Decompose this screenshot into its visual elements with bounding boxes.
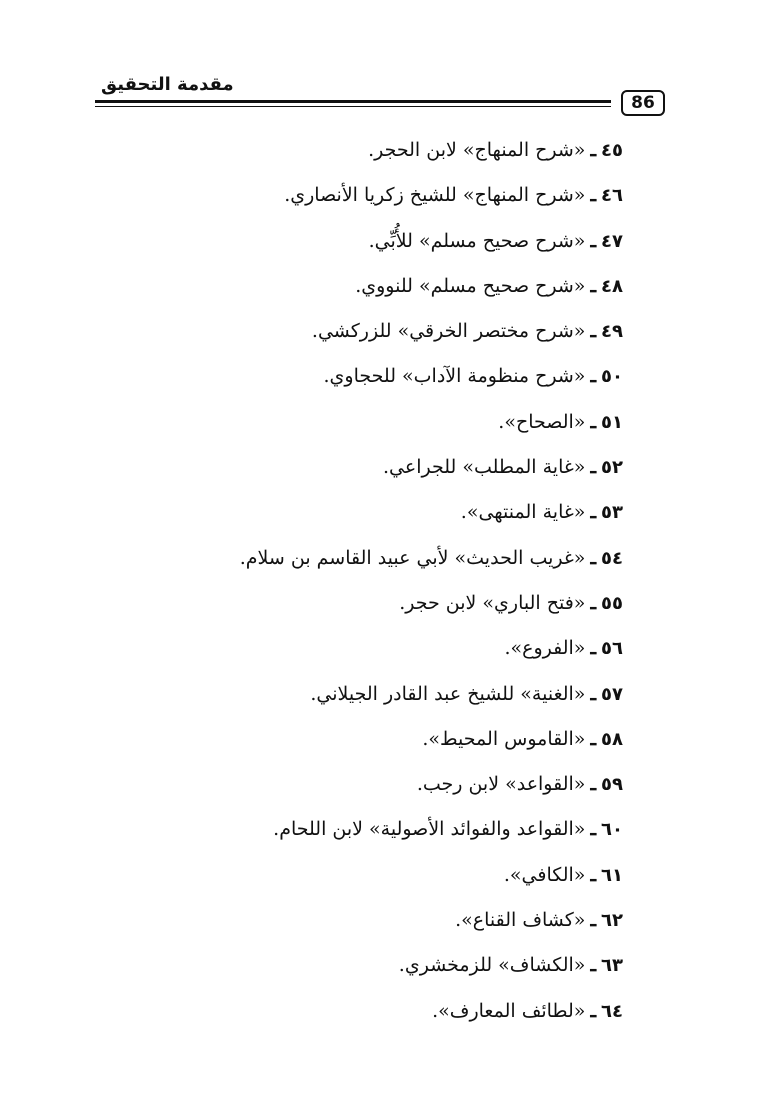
item-number: ٥٢	[601, 457, 623, 479]
item-number: ٥٨	[601, 728, 623, 750]
reference-list	[240, 128, 623, 1034]
list-item	[240, 989, 623, 1034]
item-dash: ـ	[590, 546, 597, 569]
item-text: «كشاف القناع».	[455, 909, 586, 932]
item-number: ٥٠	[601, 366, 623, 388]
item-number: ٤٥	[601, 140, 623, 161]
item-dash: ـ	[590, 139, 597, 161]
list-item	[240, 626, 623, 671]
list-item	[240, 354, 623, 399]
list-item	[240, 672, 623, 717]
list-item	[240, 264, 623, 309]
page-number: 86	[621, 90, 665, 116]
item-number: ٥١	[601, 411, 623, 433]
item-number: ٥٣	[601, 502, 623, 524]
item-dash: ـ	[590, 229, 597, 252]
item-dash: ـ	[590, 727, 597, 750]
item-text: «غاية المطلب» للجراعي.	[383, 456, 586, 479]
item-number: ٤٦	[601, 185, 623, 207]
list-item	[240, 536, 623, 581]
item-text: «شرح المنهاج» للشيخ زكريا الأنصاري.	[284, 184, 586, 207]
item-text: «شرح صحيح مسلم» للنووي.	[355, 274, 586, 297]
item-number: ٥٥	[601, 592, 623, 614]
list-item	[240, 581, 623, 626]
list-item	[240, 490, 623, 535]
item-text: «لطائف المعارف».	[432, 999, 586, 1022]
item-dash: ـ	[590, 863, 597, 886]
list-item	[240, 445, 623, 490]
list-item	[240, 128, 623, 173]
item-dash: ـ	[590, 274, 597, 297]
item-number: ٥٩	[601, 774, 623, 796]
list-item	[240, 173, 623, 218]
header-rule-thin	[95, 106, 611, 107]
item-dash: ـ	[590, 365, 597, 388]
item-text: «الكشاف» للزمخشري.	[398, 954, 586, 977]
item-text: «القواعد والفوائد الأصولية» لابن اللحام.	[273, 818, 586, 841]
list-item	[240, 219, 623, 264]
item-dash: ـ	[590, 909, 597, 932]
item-dash: ـ	[590, 410, 597, 433]
item-text: «الغنية» للشيخ عبد القادر الجيلاني.	[310, 682, 586, 705]
item-dash: ـ	[590, 320, 597, 343]
header-rule-thick	[95, 100, 611, 103]
item-dash: ـ	[590, 456, 597, 479]
item-number: ٦٢	[601, 910, 623, 932]
list-item	[240, 400, 623, 445]
item-dash: ـ	[590, 954, 597, 977]
item-dash: ـ	[590, 818, 597, 841]
item-number: ٦١	[601, 864, 623, 886]
item-number: ٦٣	[601, 955, 623, 977]
item-text: «شرح المنهاج» لابن الحجر.	[368, 139, 586, 161]
list-item	[240, 807, 623, 852]
list-item	[240, 762, 623, 807]
item-text: «شرح مختصر الخرقي» للزركشي.	[311, 320, 586, 343]
item-dash: ـ	[590, 682, 597, 705]
list-item	[240, 717, 623, 762]
running-title: مقدمة التحقيق	[101, 74, 234, 95]
item-number: ٦٠	[601, 819, 623, 841]
item-text: «القاموس المحيط».	[422, 727, 586, 750]
item-number: ٥٤	[601, 547, 623, 569]
item-text: «غريب الحديث» لأبي عبيد القاسم بن سلام.	[239, 546, 586, 569]
item-number: ٥٦	[601, 638, 623, 660]
item-text: «غاية المنتهى».	[460, 501, 586, 524]
item-number: ٤٩	[601, 321, 623, 343]
item-number: ٤٨	[601, 275, 623, 297]
item-dash: ـ	[590, 637, 597, 660]
item-dash: ـ	[590, 591, 597, 614]
item-dash: ـ	[590, 773, 597, 796]
item-text: «الفروع».	[504, 637, 586, 660]
list-item	[240, 898, 623, 943]
item-text: «القواعد» لابن رجب.	[416, 773, 586, 796]
item-text: «شرح صحيح مسلم» للأُبِّي.	[368, 229, 586, 252]
item-text: «شرح منظومة الآداب» للحجاوي.	[323, 365, 586, 388]
item-number: ٦٤	[601, 1000, 623, 1022]
item-number: ٤٧	[601, 230, 623, 252]
list-item	[240, 943, 623, 988]
page-header	[95, 70, 670, 120]
item-dash: ـ	[590, 501, 597, 524]
item-text: «فتح الباري» لابن حجر.	[399, 591, 586, 614]
item-number: ٥٧	[601, 683, 623, 705]
item-dash: ـ	[590, 999, 597, 1022]
item-text: «الكافي».	[503, 863, 586, 886]
item-dash: ـ	[590, 184, 597, 207]
list-item	[240, 309, 623, 354]
item-text: «الصحاح».	[498, 410, 586, 433]
list-item	[240, 853, 623, 898]
